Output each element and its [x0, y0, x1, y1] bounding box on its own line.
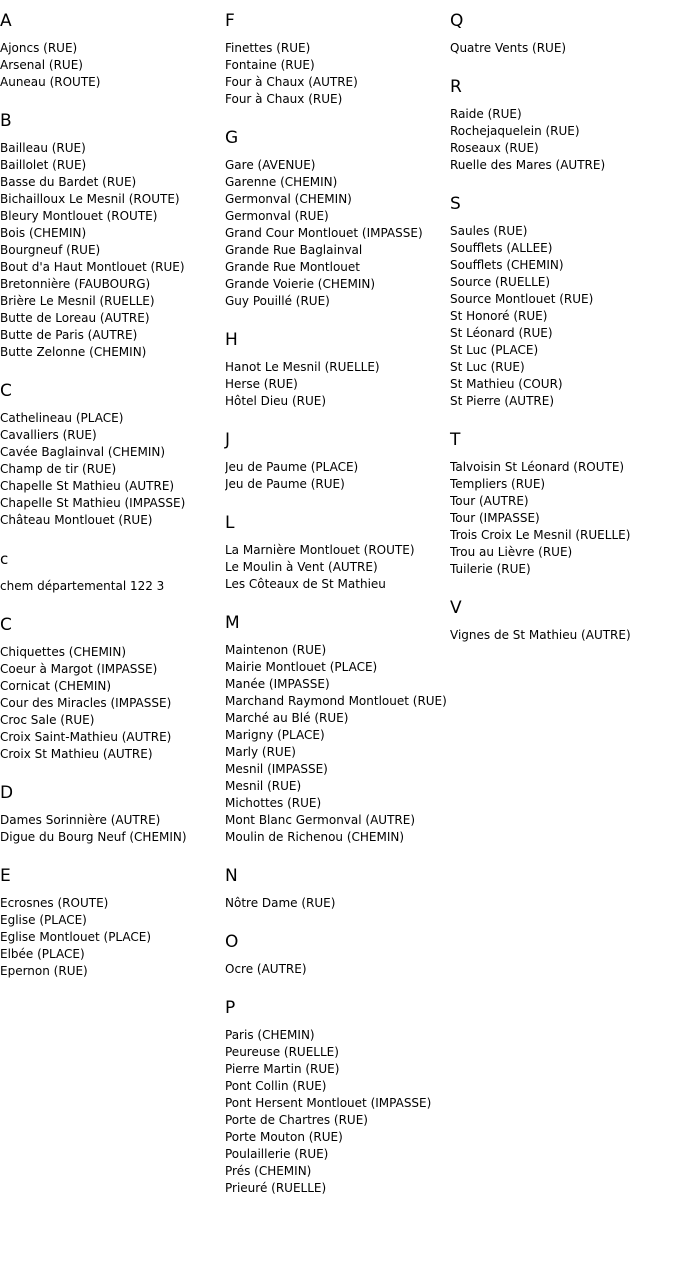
street-link[interactable]: Four à Chaux (AUTRE)	[225, 75, 358, 89]
street-link[interactable]: Cornicat (CHEMIN)	[0, 679, 112, 693]
street-link[interactable]: Soufflets (CHEMIN)	[450, 258, 564, 272]
street-link[interactable]: Rochejaquelein (RUE)	[450, 124, 580, 138]
street-link[interactable]: Butte de Loreau (AUTRE)	[0, 311, 150, 325]
letter-group	[225, 429, 450, 493]
street-link[interactable]: Croix Saint-Mathieu (AUTRE)	[0, 730, 172, 744]
street-link[interactable]: Digue du Bourg Neuf (CHEMIN)	[0, 830, 187, 844]
street-link[interactable]: Hanot Le Mesnil (RUELLE)	[225, 360, 380, 374]
street-link[interactable]: Marigny (PLACE)	[225, 728, 325, 742]
street-link[interactable]: Talvoisin St Léonard (ROUTE)	[450, 460, 625, 474]
street-link[interactable]: Hôtel Dieu (RUE)	[225, 394, 327, 408]
letter-group	[225, 612, 450, 846]
street-link[interactable]: Grande Rue Montlouet	[225, 260, 360, 274]
letter-heading: J	[225, 430, 231, 450]
street-link[interactable]: Grande Voierie (CHEMIN)	[225, 277, 376, 291]
street-link[interactable]: Brière Le Mesnil (RUELLE)	[0, 294, 155, 308]
letter-heading: C	[0, 615, 12, 635]
street-link[interactable]: Croix St Mathieu (AUTRE)	[0, 747, 153, 761]
street-link[interactable]: Marchand Raymond Montlouet (RUE)	[225, 694, 447, 708]
street-link[interactable]: Manée (IMPASSE)	[225, 677, 330, 691]
street-link[interactable]: Prieuré (RUELLE)	[225, 1181, 327, 1195]
letter-group	[0, 380, 225, 529]
street-link[interactable]: Herse (RUE)	[225, 377, 298, 391]
street-link[interactable]: Marché au Blé (RUE)	[225, 711, 349, 725]
street-link[interactable]: Soufflets (ALLEE)	[450, 241, 553, 255]
street-link[interactable]: St Luc (RUE)	[450, 360, 525, 374]
letter-group	[450, 597, 675, 644]
street-link[interactable]: Pont Hersent Montlouet (IMPASSE)	[225, 1096, 432, 1110]
letter-group	[450, 10, 675, 57]
street-link[interactable]: Tour (IMPASSE)	[450, 511, 540, 525]
street-link[interactable]: Marly (RUE)	[225, 745, 296, 759]
street-link[interactable]: Les Côteaux de St Mathieu	[225, 577, 386, 591]
letter-heading: c	[0, 550, 9, 568]
street-link[interactable]: Peureuse (RUELLE)	[225, 1045, 339, 1059]
street-link[interactable]: Mesnil (IMPASSE)	[225, 762, 328, 776]
letter-heading: V	[450, 598, 462, 618]
street-link[interactable]: Vignes de St Mathieu (AUTRE)	[450, 628, 631, 642]
street-link[interactable]: Eglise Montlouet (PLACE)	[0, 930, 152, 944]
street-link[interactable]: Paris (CHEMIN)	[225, 1028, 315, 1042]
street-link[interactable]: Epernon (RUE)	[0, 964, 88, 978]
letter-heading: C	[0, 381, 12, 401]
street-link[interactable]: Baillolet (RUE)	[0, 158, 87, 172]
street-link[interactable]: Mont Blanc Germonval (AUTRE)	[225, 813, 416, 827]
street-link[interactable]: Garenne (CHEMIN)	[225, 175, 338, 189]
street-link[interactable]: Finettes (RUE)	[225, 41, 311, 55]
street-link[interactable]: Mesnil (RUE)	[225, 779, 302, 793]
street-link[interactable]: Château Montlouet (RUE)	[0, 513, 153, 527]
street-link[interactable]: Templiers (RUE)	[450, 477, 546, 491]
letter-group	[225, 997, 450, 1197]
letter-heading: B	[0, 111, 12, 131]
street-link[interactable]: Trou au Lièvre (RUE)	[450, 545, 573, 559]
letter-heading: A	[0, 11, 12, 31]
street-link[interactable]: St Mathieu (COUR)	[450, 377, 563, 391]
street-link[interactable]: Ecrosnes (ROUTE)	[0, 896, 109, 910]
street-link[interactable]: Quatre Vents (RUE)	[450, 41, 567, 55]
letter-group	[225, 865, 450, 912]
letter-heading: G	[225, 128, 239, 148]
letter-heading: S	[450, 194, 461, 214]
letter-group	[225, 329, 450, 410]
street-link[interactable]: Pont Collin (RUE)	[225, 1079, 327, 1093]
letter-group	[0, 548, 225, 595]
street-link[interactable]: Germonval (RUE)	[225, 209, 329, 223]
letter-heading: F	[225, 11, 235, 31]
street-link[interactable]: Arsenal (RUE)	[0, 58, 83, 72]
street-link[interactable]: Cour des Miracles (IMPASSE)	[0, 696, 172, 710]
street-link[interactable]: Bretonnière (FAUBOURG)	[0, 277, 151, 291]
street-link[interactable]: Germonval (CHEMIN)	[225, 192, 352, 206]
street-link[interactable]: Moulin de Richenou (CHEMIN)	[225, 830, 405, 844]
street-link[interactable]: Bourgneuf (RUE)	[0, 243, 101, 257]
street-link[interactable]: Bleury Montlouet (ROUTE)	[0, 209, 158, 223]
street-link[interactable]: Fontaine (RUE)	[225, 58, 315, 72]
letter-heading: Q	[450, 11, 464, 31]
letter-group	[450, 429, 675, 578]
letter-heading: D	[0, 783, 14, 803]
letter-group	[450, 76, 675, 174]
street-link[interactable]: St Honoré (RUE)	[450, 309, 548, 323]
street-link[interactable]: Guy Pouillé (RUE)	[225, 294, 330, 308]
street-link[interactable]: Nôtre Dame (RUE)	[225, 896, 336, 910]
street-link[interactable]: Maintenon (RUE)	[225, 643, 327, 657]
street-column	[225, 10, 450, 1216]
street-link[interactable]: Bois (CHEMIN)	[0, 226, 87, 240]
letter-group	[0, 865, 225, 980]
street-link[interactable]: Poulaillerie (RUE)	[225, 1147, 329, 1161]
street-link[interactable]: Auneau (ROUTE)	[0, 75, 101, 89]
street-link[interactable]: Roseaux (RUE)	[450, 141, 539, 155]
letter-heading: P	[225, 998, 236, 1018]
street-link[interactable]: St Pierre (AUTRE)	[450, 394, 555, 408]
street-link[interactable]: Pierre Martin (RUE)	[225, 1062, 340, 1076]
street-link[interactable]: Source Montlouet (RUE)	[450, 292, 594, 306]
street-link[interactable]: Mairie Montlouet (PLACE)	[225, 660, 378, 674]
letter-group	[0, 782, 225, 846]
street-link[interactable]: Jeu de Paume (PLACE)	[225, 460, 359, 474]
street-link[interactable]: Elbée (PLACE)	[0, 947, 85, 961]
street-link[interactable]: Cavée Baglainval (CHEMIN)	[0, 445, 166, 459]
street-link[interactable]: Croc Sale (RUE)	[0, 713, 95, 727]
street-link[interactable]: Grand Cour Montlouet (IMPASSE)	[225, 226, 423, 240]
street-link[interactable]: St Léonard (RUE)	[450, 326, 553, 340]
street-link[interactable]: Ajoncs (RUE)	[0, 41, 78, 55]
street-link[interactable]: Bichailloux Le Mesnil (ROUTE)	[0, 192, 180, 206]
street-link[interactable]: Grande Rue Baglainval	[225, 243, 363, 257]
letter-heading: M	[225, 613, 240, 633]
letter-group	[0, 110, 225, 361]
street-link[interactable]: Butte Zelonne (CHEMIN)	[0, 345, 147, 359]
letter-group	[225, 10, 450, 108]
letter-heading: T	[450, 430, 461, 450]
street-link[interactable]: Porte de Chartres (RUE)	[225, 1113, 368, 1127]
street-link[interactable]: Jeu de Paume (RUE)	[225, 477, 345, 491]
street-link[interactable]: Michottes (RUE)	[225, 796, 322, 810]
letter-heading: N	[225, 866, 238, 886]
street-link[interactable]: Le Moulin à Vent (AUTRE)	[225, 560, 378, 574]
letter-group	[0, 10, 225, 91]
letter-group	[0, 614, 225, 763]
street-link[interactable]: Dames Sorinnière (AUTRE)	[0, 813, 161, 827]
street-link[interactable]: Ocre (AUTRE)	[225, 962, 307, 976]
street-link[interactable]: Butte de Paris (AUTRE)	[0, 328, 138, 342]
street-link[interactable]: Gare (AVENUE)	[225, 158, 316, 172]
street-link[interactable]: Cavalliers (RUE)	[0, 428, 97, 442]
letter-heading: R	[450, 77, 462, 97]
street-link[interactable]: Source (RUELLE)	[450, 275, 551, 289]
letter-group	[225, 127, 450, 310]
street-link[interactable]: Chapelle St Mathieu (IMPASSE)	[0, 496, 186, 510]
street-link[interactable]: Champ de tir (RUE)	[0, 462, 117, 476]
street-link[interactable]: Tuilerie (RUE)	[450, 562, 531, 576]
letter-group	[450, 193, 675, 410]
street-link[interactable]: Prés (CHEMIN)	[225, 1164, 312, 1178]
street-link[interactable]: Ruelle des Mares (AUTRE)	[450, 158, 606, 172]
letter-heading: O	[225, 932, 239, 952]
letter-heading: H	[225, 330, 238, 350]
street-link[interactable]: Four à Chaux (RUE)	[225, 92, 343, 106]
street-link[interactable]: Trois Croix Le Mesnil (RUELLE)	[450, 528, 631, 542]
street-link[interactable]: Raide (RUE)	[450, 107, 522, 121]
street-column	[0, 10, 225, 999]
street-link[interactable]: Eglise (PLACE)	[0, 913, 87, 927]
letter-heading: E	[0, 866, 11, 886]
street-link[interactable]: chem départemental 122 3	[0, 579, 165, 593]
street-link[interactable]: Saules (RUE)	[450, 224, 528, 238]
street-link[interactable]: La Marnière Montlouet (ROUTE)	[225, 543, 415, 557]
street-link[interactable]: Bout d'a Haut Montlouet (RUE)	[0, 260, 185, 274]
letter-group	[225, 512, 450, 593]
letter-heading: L	[225, 513, 235, 533]
street-link[interactable]: St Luc (PLACE)	[450, 343, 539, 357]
street-column	[450, 10, 675, 663]
street-link[interactable]: Cathelineau (PLACE)	[0, 411, 124, 425]
street-link[interactable]: Bailleau (RUE)	[0, 141, 86, 155]
street-link[interactable]: Chapelle St Mathieu (AUTRE)	[0, 479, 175, 493]
street-link[interactable]: Chiquettes (CHEMIN)	[0, 645, 126, 659]
street-link[interactable]: Tour (AUTRE)	[450, 494, 529, 508]
street-link[interactable]: Coeur à Margot (IMPASSE)	[0, 662, 158, 676]
street-link[interactable]: Basse du Bardet (RUE)	[0, 175, 137, 189]
letter-group	[225, 931, 450, 978]
street-link[interactable]: Porte Mouton (RUE)	[225, 1130, 343, 1144]
